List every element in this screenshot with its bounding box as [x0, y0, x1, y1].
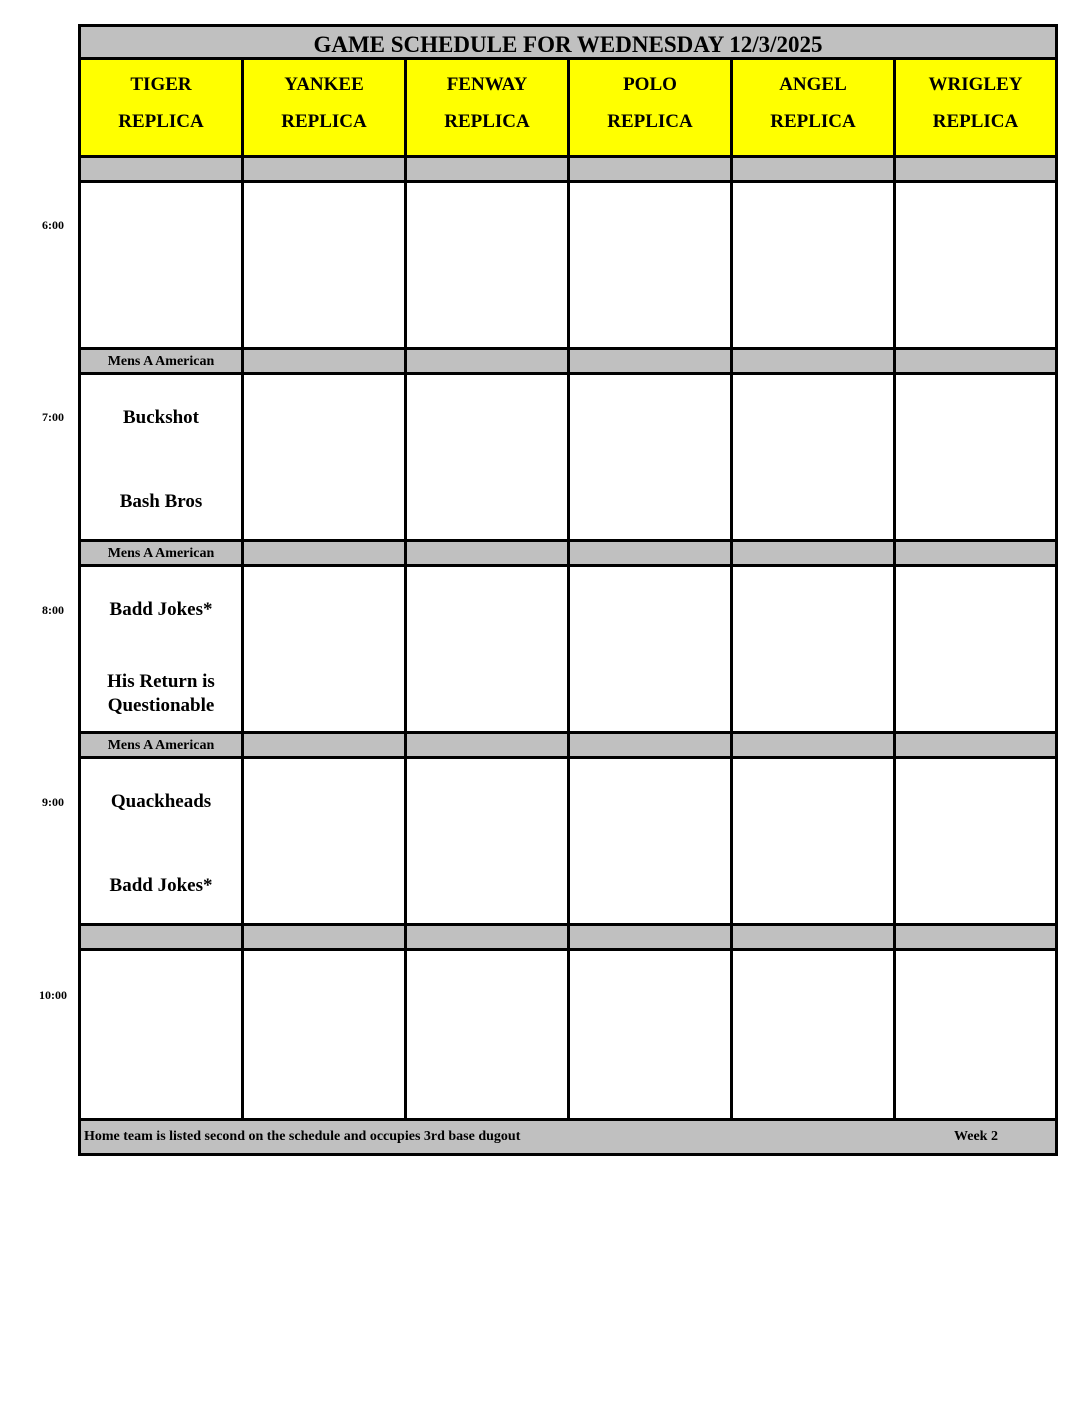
away-team: Badd Jokes*: [109, 599, 213, 620]
game-cell: [896, 567, 1055, 734]
division-band: [733, 926, 896, 951]
division-band: [896, 542, 1055, 567]
game-cell: [81, 567, 244, 734]
time-label: 10:00: [39, 988, 67, 1002]
game-cell: [407, 567, 570, 734]
division-band: [896, 926, 1055, 951]
division-band: [570, 350, 733, 375]
field-sub: REPLICA: [770, 111, 856, 132]
game-cell: [896, 951, 1055, 1121]
game-cell: [733, 183, 896, 350]
division-band: [244, 734, 407, 759]
division-band: Mens A American: [81, 350, 244, 375]
division-band: [570, 926, 733, 951]
game-cell: [244, 951, 407, 1121]
field-sub: REPLICA: [281, 111, 367, 132]
footer-note: Home team is listed second on the schedule and occupies 3rd base dugout: [84, 1129, 521, 1144]
division-band: [733, 350, 896, 375]
game-cell: [81, 951, 244, 1121]
game-cell: [733, 759, 896, 926]
time-label: 7:00: [42, 410, 64, 424]
schedule-sheet: [78, 24, 1058, 1156]
division-band: [81, 158, 244, 183]
game-cell: [407, 375, 570, 542]
division-band: [733, 734, 896, 759]
game-cell: [244, 375, 407, 542]
game-cell: [570, 375, 733, 542]
week-label: Week 2: [954, 1129, 998, 1144]
division-band: Mens A American: [81, 542, 244, 567]
field-header-fenway: [407, 60, 570, 158]
division-band: [244, 350, 407, 375]
division-band: [896, 734, 1055, 759]
game-cell: [570, 951, 733, 1121]
division-band: [570, 158, 733, 183]
game-cell: [407, 183, 570, 350]
field-header-wrigley: [896, 60, 1055, 158]
game-cell: [407, 759, 570, 926]
game-cell: [733, 951, 896, 1121]
game-cell: [733, 375, 896, 542]
time-label: 6:00: [42, 218, 64, 232]
game-cell: [244, 759, 407, 926]
field-sub: REPLICA: [607, 111, 693, 132]
game-cell: [733, 567, 896, 734]
division-band: [407, 158, 570, 183]
division-band: [733, 158, 896, 183]
game-cell: [81, 759, 244, 926]
field-sub: REPLICA: [118, 111, 204, 132]
game-cell: [896, 759, 1055, 926]
game-cell: [896, 375, 1055, 542]
division-band: [570, 542, 733, 567]
page-title: GAME SCHEDULE FOR WEDNESDAY 12/3/2025: [81, 27, 1055, 60]
away-team: Buckshot: [122, 407, 200, 428]
field-name: ANGEL: [779, 74, 847, 95]
game-cell: [570, 567, 733, 734]
home-team-line: Questionable: [107, 695, 215, 716]
game-cell: [896, 183, 1055, 350]
game-cell: [244, 183, 407, 350]
division-band: Mens A American: [81, 734, 244, 759]
field-sub: REPLICA: [932, 111, 1019, 132]
field-name: TIGER: [130, 74, 192, 95]
division-band: [407, 350, 570, 375]
field-name: FENWAY: [446, 74, 528, 95]
division-band: [81, 926, 244, 951]
division-band: [244, 158, 407, 183]
field-header-tiger: [81, 60, 244, 158]
field-header-angel: [733, 60, 896, 158]
division-band: [407, 734, 570, 759]
field-header-polo: [570, 60, 733, 158]
time-label: 8:00: [42, 603, 64, 617]
time-label: 9:00: [42, 795, 64, 809]
field-sub: REPLICA: [444, 111, 530, 132]
division-band: [407, 926, 570, 951]
division-band: [733, 542, 896, 567]
field-name: YANKEE: [284, 74, 364, 95]
division-band: [570, 734, 733, 759]
home-team: Bash Bros: [119, 491, 203, 512]
game-cell: [244, 567, 407, 734]
division-band: [244, 926, 407, 951]
division-band: [896, 158, 1055, 183]
division-band: [244, 542, 407, 567]
game-cell: [81, 183, 244, 350]
game-cell: [407, 951, 570, 1121]
field-name: POLO: [623, 74, 677, 95]
home-team: [81, 670, 241, 718]
division-band: [896, 350, 1055, 375]
home-team-line: His Return is: [107, 671, 215, 692]
field-header-yankee: [244, 60, 407, 158]
game-cell: [570, 759, 733, 926]
game-cell: [81, 375, 244, 542]
footer-bar: [81, 1121, 1055, 1153]
home-team: Badd Jokes*: [109, 875, 213, 896]
away-team: Quackheads: [110, 791, 212, 812]
field-name: WRIGLEY: [928, 74, 1023, 95]
division-band: [407, 542, 570, 567]
game-cell: [570, 183, 733, 350]
